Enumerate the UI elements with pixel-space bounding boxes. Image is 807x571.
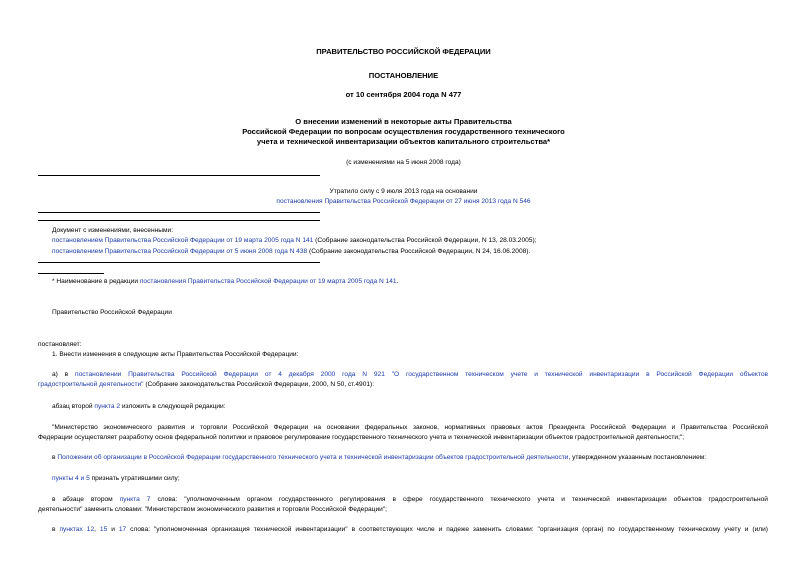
item-a-link[interactable]: постановлении Правительства Российской Федерации от 4 декабря 2000 года N 921 "О государственном техническом учете и технической инвентаризации в Российской Федерации объектов [75, 371, 768, 378]
divider [38, 175, 320, 176]
footnote-suffix: . [396, 278, 399, 285]
reg-prefix: в [52, 454, 58, 461]
point-7-tail: слова: "уполномоченным органом государственного регулирования в сфере государственного технического учета и технической инвентаризации объектов градостроительной [150, 496, 768, 503]
regulation-line [52, 453, 706, 462]
p12-sep: и [107, 526, 119, 533]
divider [38, 212, 320, 213]
point-7-line-2: деятельности" заменить словами: "Министерством экономического развития и торговли Российской Федерации"; [38, 506, 387, 513]
repeal-text: Утратило силу с 9 июля 2013 года на основании [329, 188, 478, 195]
item-a-prefix: а) в [52, 371, 76, 378]
point-12-link[interactable]: пунктах 12 [59, 526, 95, 533]
doc-type: ПОСТАНОВЛЕНИЕ [368, 71, 439, 80]
change-item [52, 247, 530, 256]
abz-link[interactable]: пункта 2 [94, 403, 121, 410]
doc-date: от 10 сентября 2004 года N 477 [345, 90, 462, 99]
point-17-link[interactable]: 17 [118, 526, 127, 533]
footnote [52, 277, 398, 286]
quote-line-2: Федерации осуществляет разработку основ федеральной политики и правовое регулирование государственного технического учета и технической инвентаризации объектов градостроительной деятельности;"; [38, 434, 685, 441]
points-4-5-tail: признать утратившими силу; [89, 475, 180, 482]
regulation-link[interactable]: Положении об организации в Российской Федерации государственного технического учета и технической инвентаризации объектов градостроительной деятельности [57, 454, 569, 461]
change-source: (Собрание законодательства Российской Федерации, N 13, 28.03.2005); [313, 237, 537, 244]
government-line: Правительство Российской Федерации [52, 309, 172, 316]
change-source: (Собрание законодательства Российской Федерации, N 24, 16.06.2008). [307, 248, 531, 255]
p12-prefix: в [52, 526, 60, 533]
abz-instruction [52, 402, 226, 411]
point-7-line-1 [38, 495, 768, 504]
p12-sep: , [94, 526, 100, 533]
quote-line-1: "Министерство экономического развития и торговли Российской Федерации на основании федеральных законов, нормативных правовых актов Президента Российской Федерации и Правительства Российской [52, 424, 768, 431]
footnote-prefix: * Наименование в редакции [52, 278, 140, 285]
footnote-divider [38, 273, 104, 274]
repeal-link[interactable]: постановления Правительства Российской Федерации от 27 июня 2013 года N 546 [276, 198, 531, 205]
reg-tail: , утвержденном указанным постановлением: [568, 454, 707, 461]
item-a-line-1 [38, 370, 768, 379]
change-link[interactable]: постановлением Правительства Российской Федерации от 5 июня 2008 года N 438 [52, 248, 308, 255]
point-7-link[interactable]: пункта 7 [119, 496, 151, 503]
abz-prefix: абзац второй [52, 403, 95, 410]
points-4-5-line [52, 474, 180, 483]
point-7-prefix: в абзаце втором [52, 496, 120, 503]
changes-intro: Документ с изменениями, внесенными: [52, 227, 174, 234]
change-item [52, 236, 536, 245]
divider [38, 262, 320, 263]
points-4-5-link[interactable]: пункты 4 и 5 [52, 475, 90, 482]
point-15-link[interactable]: 15 [99, 526, 108, 533]
item-a-line-2 [38, 380, 374, 389]
change-link[interactable]: постановлением Правительства Российской Федерации от 19 марта 2005 года N 141 [52, 237, 314, 244]
doc-title-line-3: учета и технической инвентаризации объектов капитального строительства* [256, 137, 551, 146]
doc-title-line-1: О внесении изменений в некоторые акты Правительства [295, 117, 512, 126]
points-12-15-17-line [38, 525, 768, 534]
footnote-link[interactable]: постановления Правительства Российской Федерации от 19 марта 2005 года N 141 [139, 278, 397, 285]
item-a-link-cont[interactable]: градостроительной деятельности" [38, 381, 144, 388]
paragraph-1: 1. Внести изменения в следующие акты Правительства Российской Федерации: [52, 351, 299, 358]
org-name: ПРАВИТЕЛЬСТВО РОССИЙСКОЙ ФЕДЕРАЦИИ [316, 47, 491, 56]
doc-title-line-2: Российской Федерации по вопросам осуществления государственного технического [242, 127, 565, 136]
abz-tail: изложить в следующей редакции: [120, 403, 226, 410]
item-a-source: (Собрание законодательства Российской Федерации, 2000, N 50, ст.4901): [143, 381, 375, 388]
edition-note: (с изменениями на 5 июня 2008 года) [346, 159, 461, 166]
decrees-word: постановляет: [38, 341, 82, 348]
p12-tail: слова: "уполномоченная организация технической инвентаризации" в соответствующих числе и падеже заменить словами: "организация (орган) по государственному техническому учету и (или) [126, 526, 768, 533]
divider [38, 220, 320, 221]
